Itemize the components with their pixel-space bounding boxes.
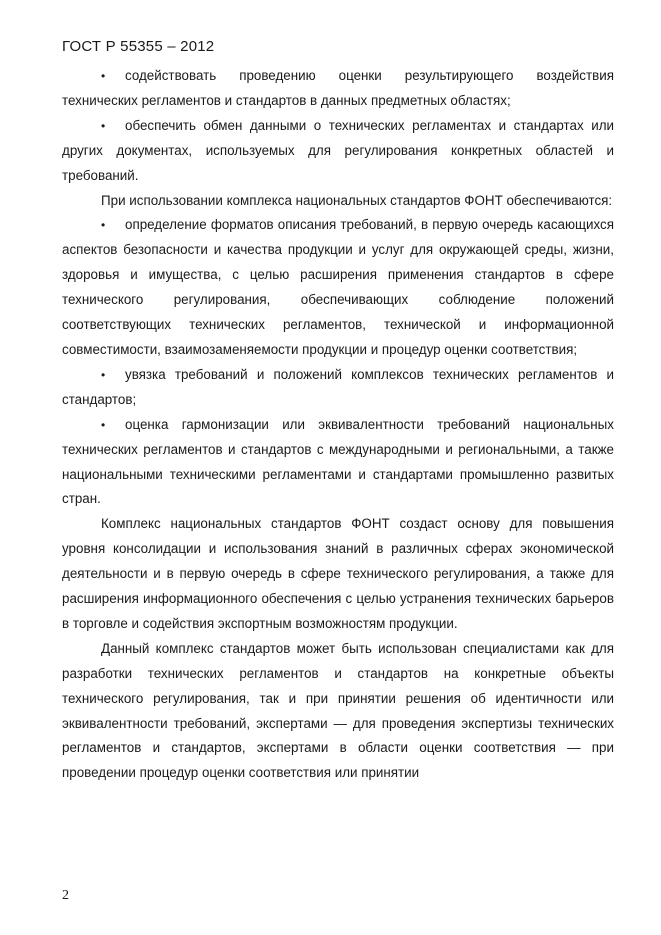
bullet-icon: • xyxy=(101,118,106,133)
bullet-item xyxy=(62,363,614,413)
bullet-icon: • xyxy=(101,367,106,382)
bullet-icon: • xyxy=(101,69,106,83)
paragraph: Данный комплекс стандартов может быть использован специалистами как для разработки технических регламентов и стандартов на конкретные объекты технического регулирования, так и при принятии решения об идентичности или эквивалентности требований, экспертами — для проведения экспертизы технических регламентов и стандартов, экспертами в области оценки соответствия — при проведении процедур оценки соответствия или принятии xyxy=(62,640,614,781)
bullet-icon: • xyxy=(101,218,106,233)
document-header xyxy=(62,38,214,55)
bullet-item xyxy=(62,213,614,362)
bullet-item xyxy=(62,413,614,513)
bullet-text: увязка требований и положений комплексов технических регламентов и стандартов; xyxy=(62,366,614,407)
bullet-item xyxy=(62,114,614,189)
paragraph: При использовании комплекса национальных стандартов ФОНТ обеспечиваются: xyxy=(101,192,613,208)
bullet-icon: • xyxy=(101,417,106,432)
bullet-text: определение форматов описания требований, в первую очередь касающихся аспектов безопасности и качества продукции и услуг для окружающей среды, жизни, здоровья и имущества, с целью расширения применения стандартов в сфере технического регулирования, обеспечивающих соблюдение положений соответствующих технических регламентов, технической и информационной совместимости, взаимозаменяемости продукции и процедур оценки соответствия; xyxy=(62,217,614,357)
page-number: 2 xyxy=(62,888,69,903)
document-body xyxy=(62,64,614,786)
bullet-item xyxy=(62,64,614,114)
bullet-text: обеспечить обмен данными о технических регламентах и стандартах или других документах, используемых для регулирования конкретных областей и требований. xyxy=(62,117,614,183)
bullet-text: содействовать проведению оценки результирующего воздействия технических регламентов и стандартов в данных предметных областях; xyxy=(62,68,614,108)
bullet-text: оценка гармонизации или эквивалентности требований национальных технических регламентов и стандартов с международными и региональными, а также национальными техническими регламентами и стандартами промышленно развитых стран. xyxy=(62,416,614,507)
document-code: ГОСТ Р 55355 – 2012 xyxy=(62,38,215,55)
paragraph: Комплекс национальных стандартов ФОНТ создаст основу для повышения уровня консолидации и использования знаний в различных сферах экономической деятельности и в первую очередь в сфере технического регулирования, а также для расширения информационного обеспечения с целью устранения технических барьеров в торговле и содействия экспортным возможностям продукции. xyxy=(62,516,614,631)
